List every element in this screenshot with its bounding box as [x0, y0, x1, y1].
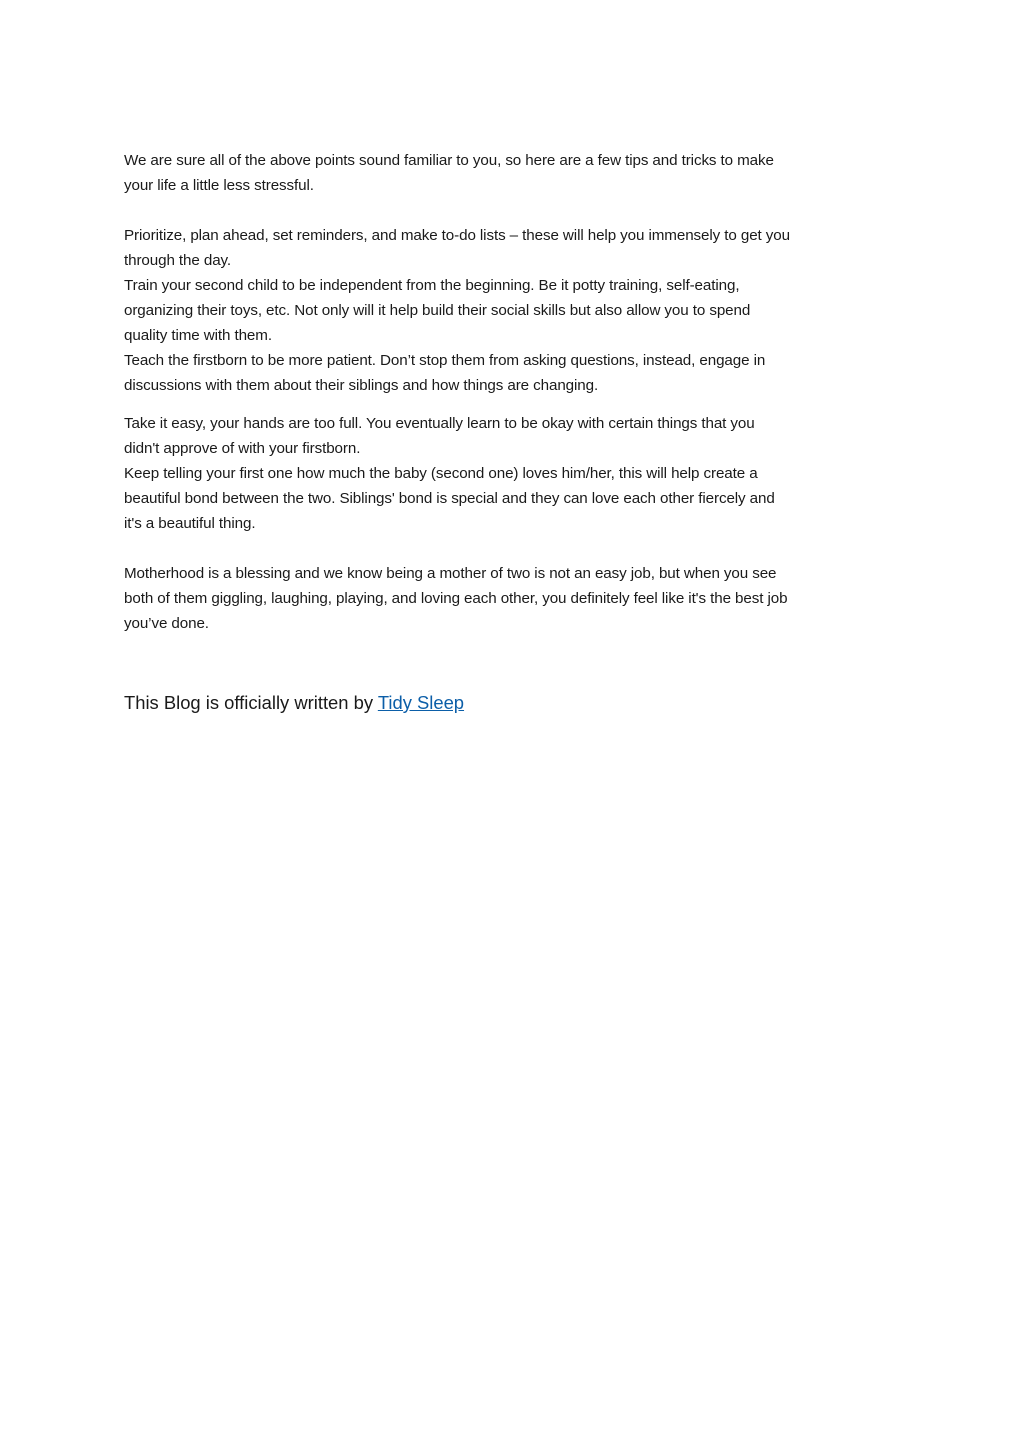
text-line: both of them giggling, laughing, playing, and loving each other, you definitely feel like it's the best job [124, 590, 788, 607]
text-line: quality time with them. [124, 327, 272, 344]
document-body [124, 148, 914, 717]
tips-paragraph-2 [124, 411, 914, 536]
text-line: it's a beautiful thing. [124, 515, 256, 532]
paragraph-spacer [124, 636, 914, 689]
paragraph-spacer [124, 198, 914, 223]
text-line: discussions with them about their siblings and how things are changing. [124, 377, 599, 394]
text-line: didn't approve of with your firstborn. [124, 440, 361, 457]
text-line: Prioritize, plan ahead, set reminders, and make to-do lists – these will help you immensely to get you [124, 227, 790, 244]
author-signature [124, 689, 914, 717]
intro-paragraph [124, 148, 914, 198]
text-line: your life a little less stressful. [124, 177, 314, 194]
text-line: organizing their toys, etc. Not only will it help build their social skills but also allow you to spend [124, 302, 751, 319]
tidy-sleep-link[interactable]: Tidy Sleep [377, 692, 465, 713]
tips-paragraph-1 [124, 223, 914, 398]
paragraph-spacer [124, 536, 914, 561]
text-line: beautiful bond between the two. Siblings' bond is special and they can love each other fiercely and [124, 490, 775, 507]
text-line: Take it easy, your hands are too full. You eventually learn to be okay with certain things that you [124, 415, 755, 432]
text-line: Motherhood is a blessing and we know being a mother of two is not an easy job, but when you see [124, 565, 777, 582]
paragraph-spacer [124, 398, 914, 411]
text-line: you’ve done. [124, 615, 209, 632]
signature-prefix: This Blog is officially written by [124, 692, 378, 713]
text-line: Teach the firstborn to be more patient. Don’t stop them from asking questions, instead, engage in [124, 352, 766, 369]
text-line: Keep telling your first one how much the baby (second one) loves him/her, this will help create a [124, 465, 758, 482]
text-line: Train your second child to be independent from the beginning. Be it potty training, self-eating, [124, 277, 740, 294]
conclusion-paragraph [124, 561, 914, 636]
text-line: through the day. [124, 252, 232, 269]
text-line: We are sure all of the above points sound familiar to you, so here are a few tips and tricks to make [124, 152, 774, 169]
